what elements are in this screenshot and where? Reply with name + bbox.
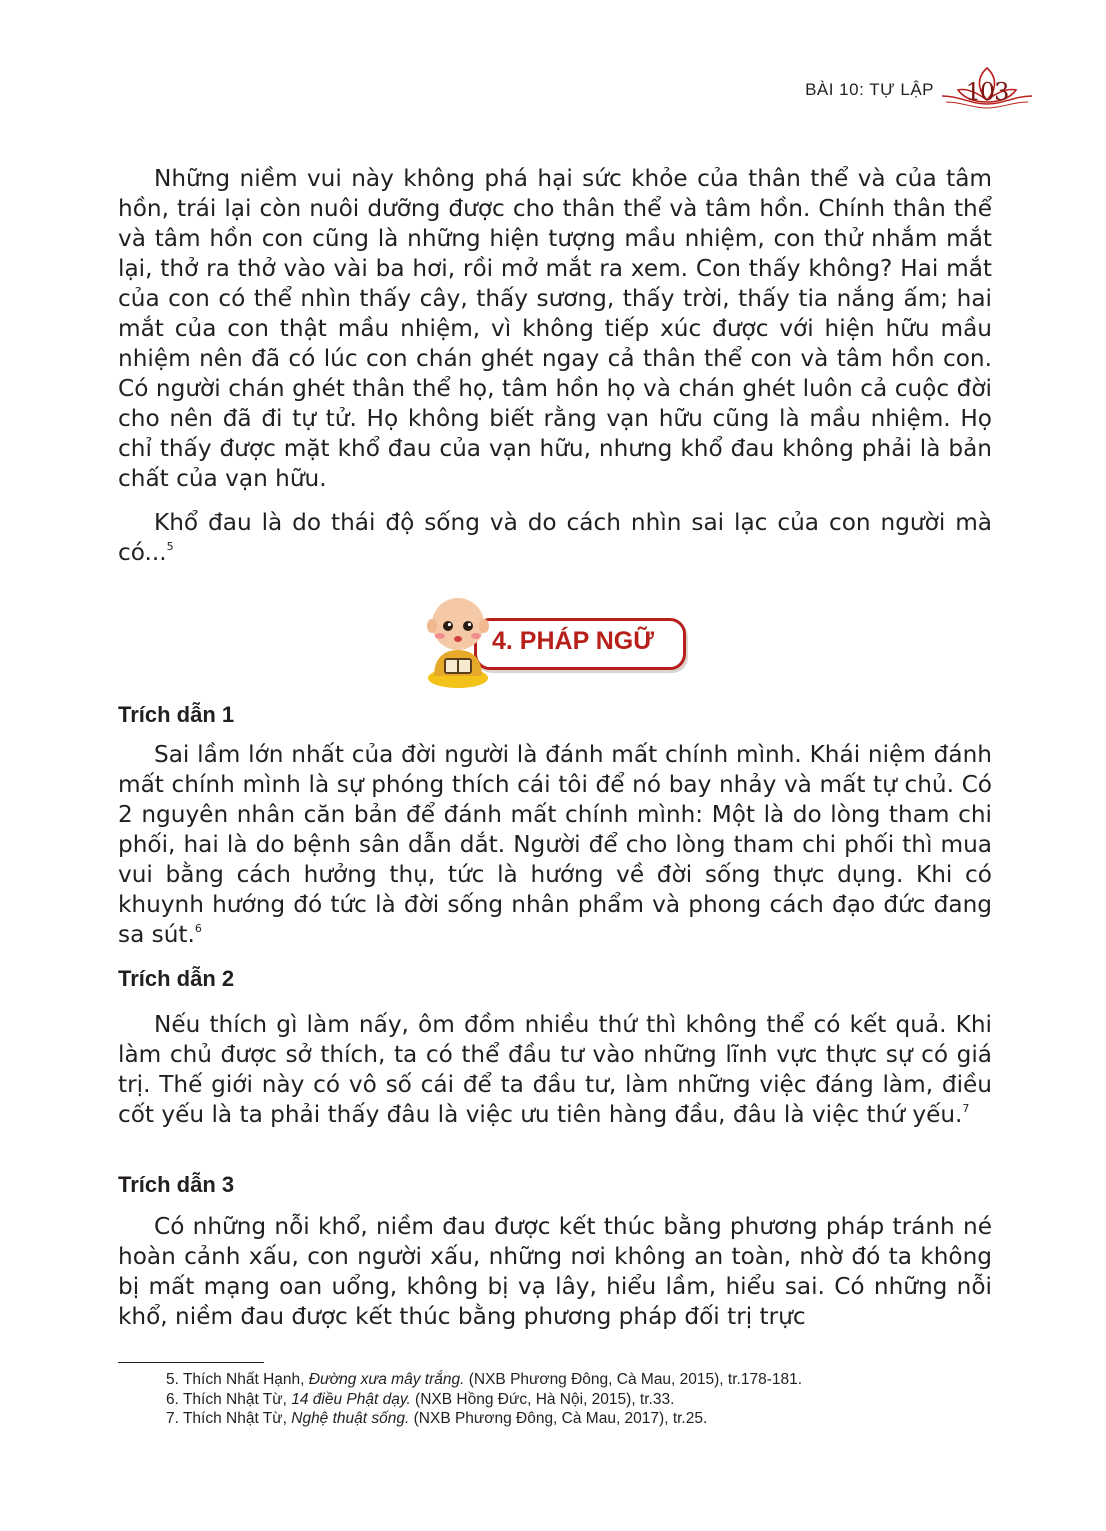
monk-child-icon xyxy=(418,592,498,692)
footnote-7: 7. Thích Nhật Từ, Nghệ thuật sống. (NXB Phương Đông, Cà Mau, 2017), tr.25. xyxy=(166,1410,708,1427)
quote-text-3: Có những nỗi khổ, niềm đau được kết thúc bằng phương pháp tránh né hoàn cảnh xấu, con người xấu, những nơi không an toàn, nhờ đó ta không bị mất mạng oan uổng, không bị vạ lây, hiểu lầm, hiểu sai. Có những nỗi khổ, niềm đau được kết thúc bằng phương pháp đối trị trực xyxy=(118,1213,992,1330)
chapter-title: BÀI 10: TỰ LẬP xyxy=(805,80,934,99)
footnote-5: 5. Thích Nhất Hạnh, Đường xưa mây trắng. (NXB Phương Đông, Cà Mau, 2015), tr.178-181. xyxy=(166,1371,803,1388)
footnote-ref: 6 xyxy=(194,922,202,935)
book-title: Đường xưa mây trắng. xyxy=(308,1371,465,1388)
body-paragraph-1: Những niềm vui này không phá hại sức khỏe của thân thể và của tâm hồn, trái lại còn nuôi dưỡng được cho thân thể và tâm hồn. Chính thân thể và tâm hồn con cũng là những hiện tượng mầu nhiệm, con thử nhắm mắt lại, thở ra thở vào vài ba hơi, rồi mở mắt ra xem. Con thấy không? Hai mắt của con có thể nhìn thấy cây, thấy sương, thấy trời, thấy tia nắng ấm; hai mắt của con thật mầu nhiệm, vì không tiếp xúc được với hiện hữu mầu nhiệm nên đã có lúc con chán ghét ngay cả thân thể con và tâm hồn con. Có người chán ghét thân thể họ, tâm hồn họ và chán ghét luôn cả cuộc đời cho nên đã đi tự tử. Họ không biết rằng vạn hữu cũng là mầu nhiệm. Họ chỉ thấy được mặt khổ đau của vạn hữu, nhưng khổ đau không phải là bản chất của vạn hữu. xyxy=(118,165,992,492)
book-title: Nghệ thuật sống. xyxy=(291,1410,410,1427)
quote-text-2 xyxy=(118,1010,992,1130)
body-paragraph-2 xyxy=(118,508,992,568)
footnote-ref: 5 xyxy=(166,540,174,553)
section-title: 4. PHÁP NGỮ xyxy=(492,627,654,655)
footnote-6: 6. Thích Nhật Từ, 14 điều Phật dạy. (NXB Hồng Đức, Hà Nội, 2015), tr.33. xyxy=(166,1390,675,1408)
quote-body: Sai lầm lớn nhất của đời người là đánh mất chính mình. Khái niệm đánh mất chính mình là sự phóng thích cái tôi để nó bay nhảy và mất tự chủ. Có 2 nguyên nhân căn bản để đánh mất chính mình: Một là do lòng tham chi phối, hai là do bệnh sân dẫn dắt. Người để cho lòng tham chi phối thì mua vui bằng cách hưởng thụ, tức là hướng về đời sống thực dụng. Khi có khuynh hướng đó tức là đời sống nhân phẩm và phong cách đạo đức đang sa sút. xyxy=(118,741,992,948)
quote-heading-3: Trích dẫn 3 xyxy=(118,1172,235,1197)
footnote-divider xyxy=(118,1362,264,1363)
footnote-list xyxy=(166,1370,802,1429)
footnote-ref: 7 xyxy=(962,1102,970,1115)
quote-body: Nếu thích gì làm nấy, ôm đồm nhiều thứ thì không thể có kết quả. Khi làm chủ được sở thích, ta có thể đầu tư vào những lĩnh vực thực sự có giá trị. Thế giới này có vô số cái để ta đầu tư, làm những việc đáng làm, điều cốt yếu là ta phải thấy đâu là việc ưu tiên hàng đầu, đâu là việc thứ yếu. xyxy=(118,1011,992,1128)
book-title: 14 điều Phật dạy. xyxy=(291,1390,411,1408)
page-number: 103 xyxy=(965,78,1009,106)
section-banner xyxy=(418,592,688,692)
quote-heading-2: Trích dẫn 2 xyxy=(118,966,235,991)
quote-text-1 xyxy=(118,740,992,950)
paragraph-text: Khổ đau là do thái độ sống và do cách nhìn sai lạc của con người mà có... xyxy=(118,509,992,566)
quote-heading-1: Trích dẫn 1 xyxy=(118,702,235,727)
